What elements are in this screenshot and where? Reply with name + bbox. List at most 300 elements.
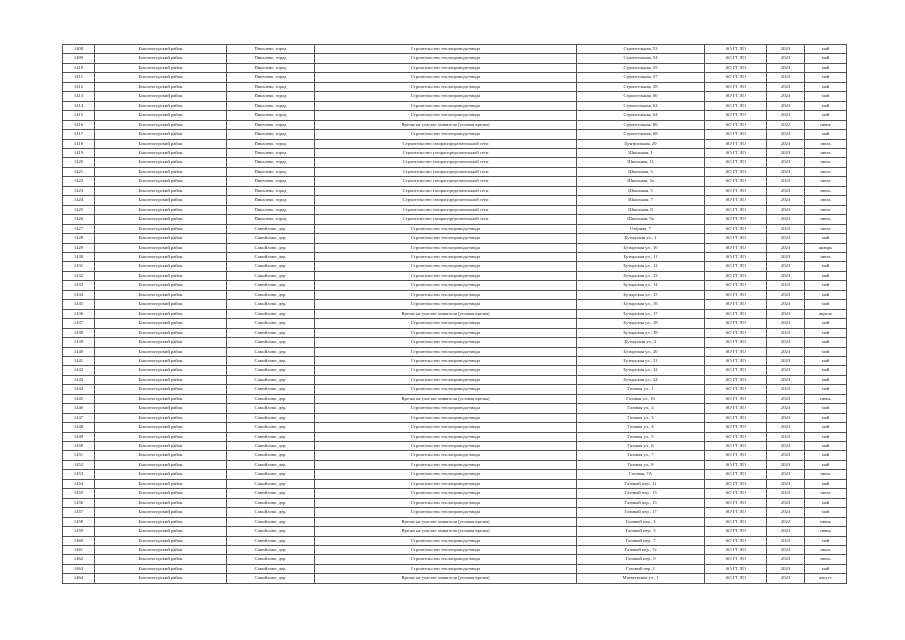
row-number-cell: 1434 [63,290,95,299]
table-row [63,243,847,252]
row-number-cell: 1462 [63,555,95,564]
work-type-cell: Строительство теплопровода-ввода [315,300,577,309]
table-row [63,574,847,583]
year-cell: 2023 [767,546,805,555]
table-row [63,111,847,120]
month-cell: июль [805,205,847,214]
month-cell: май [805,375,847,384]
address-cell: Школьная, 7 [577,196,705,205]
work-type-cell: Строительство теплопровода-ввода [315,73,577,82]
settlement-cell: Пикалево, город [227,196,315,205]
settlement-cell: Пикалево, город [227,101,315,110]
month-cell: май [805,281,847,290]
address-cell: Газовая ул., 4 [577,423,705,432]
address-cell: Бутырская ул., 18 [577,319,705,328]
table-row [63,300,847,309]
month-cell: июль [805,489,847,498]
organization-cell: АО ГТ ЛО [705,394,767,403]
year-cell: 2023 [767,45,805,54]
district-cell: Бокситогорский район [95,73,227,82]
settlement-cell: Пикалево, город [227,186,315,195]
work-type-cell: Строительство теплопровода-ввода [315,111,577,120]
settlement-cell: Пикалево, город [227,63,315,72]
organization-cell: АО ГТ ЛО [705,167,767,176]
address-cell: Строительная, 55 [577,63,705,72]
table-row [63,215,847,224]
organization-cell: АО ГТ ЛО [705,385,767,394]
work-type-cell: Врезка на участке заявителя (угловая врезка) [315,527,577,536]
month-cell: июль [805,555,847,564]
year-cell: 2023 [767,177,805,186]
settlement-cell: Самойлово, дер. [227,338,315,347]
month-cell: июль [805,186,847,195]
district-cell: Бокситогорский район [95,262,227,271]
district-cell: Бокситогорский район [95,234,227,243]
settlement-cell: Самойлово, дер. [227,470,315,479]
year-cell: 2023 [767,338,805,347]
row-number-cell: 1436 [63,309,95,318]
table-row [63,120,847,129]
district-cell: Бокситогорский район [95,158,227,167]
row-number-cell: 1421 [63,167,95,176]
row-number-cell: 1408 [63,45,95,54]
year-cell: 2023 [767,82,805,91]
table-row [63,252,847,261]
organization-cell: АО ГТ ЛО [705,101,767,110]
settlement-cell: Самойлово, дер. [227,508,315,517]
year-cell: 2023 [767,158,805,167]
year-cell: 2023 [767,564,805,573]
month-cell: май [805,111,847,120]
row-number-cell: 1452 [63,460,95,469]
row-number-cell: 1445 [63,394,95,403]
work-type-cell: Строительство теплопровода-ввода [315,356,577,365]
row-number-cell: 1446 [63,404,95,413]
table-row [63,54,847,63]
settlement-cell: Самойлово, дер. [227,356,315,365]
address-cell: Бутырская ул., 11 [577,252,705,261]
year-cell: 2023 [767,281,805,290]
row-number-cell: 1420 [63,158,95,167]
address-cell: Школьная, 1 [577,148,705,157]
table-row [63,101,847,110]
district-cell: Бокситогорский район [95,271,227,280]
district-cell: Бокситогорский район [95,555,227,564]
table-row [63,385,847,394]
district-cell: Бокситогорский район [95,92,227,101]
table-row [63,489,847,498]
year-cell: 2023 [767,262,805,271]
row-number-cell: 1451 [63,451,95,460]
year-cell: 2023 [767,186,805,195]
month-cell: май [805,262,847,271]
district-cell: Бокситогорский район [95,139,227,148]
address-cell: Газовый пер., 15 [577,498,705,507]
district-cell: Бокситогорский район [95,451,227,460]
month-cell: май [805,347,847,356]
settlement-cell: Пикалево, город [227,82,315,91]
settlement-cell: Пикалево, город [227,215,315,224]
row-number-cell: 1425 [63,205,95,214]
organization-cell: АО ГТ ЛО [705,546,767,555]
address-cell: Бутырская ул., 17 [577,309,705,318]
district-cell: Бокситогорский район [95,338,227,347]
month-cell: январь [805,243,847,252]
district-cell: Бокситогорский район [95,148,227,157]
settlement-cell: Самойлово, дер. [227,536,315,545]
district-cell: Бокситогорский район [95,375,227,384]
organization-cell: АО ГТ ЛО [705,442,767,451]
settlement-cell: Самойлово, дер. [227,517,315,526]
address-cell: Строительная, 64 [577,111,705,120]
row-number-cell: 1422 [63,177,95,186]
year-cell: 2023 [767,92,805,101]
month-cell: май [805,451,847,460]
organization-cell: АО ГТ ЛО [705,375,767,384]
organization-cell: АО ГТ ЛО [705,356,767,365]
organization-cell: АО ГТ ЛО [705,319,767,328]
month-cell: июль [805,167,847,176]
year-cell: 2023 [767,460,805,469]
row-number-cell: 1438 [63,328,95,337]
settlement-cell: Самойлово, дер. [227,442,315,451]
organization-cell: АО ГТ ЛО [705,186,767,195]
settlement-cell: Пикалево, город [227,167,315,176]
month-cell: май [805,442,847,451]
month-cell: май [805,460,847,469]
row-number-cell: 1439 [63,338,95,347]
settlement-cell: Самойлово, дер. [227,423,315,432]
district-cell: Бокситогорский район [95,347,227,356]
district-cell: Бокситогорский район [95,309,227,318]
work-type-cell: Строительство теплопровода-ввода [315,63,577,72]
work-type-cell: Строительство теплопровода-ввода [315,54,577,63]
work-type-cell: Строительство теплопровода-ввода [315,319,577,328]
settlement-cell: Пикалево, город [227,139,315,148]
organization-cell: АО ГТ ЛО [705,158,767,167]
month-cell: июль [805,470,847,479]
table-row [63,366,847,375]
settlement-cell: Пикалево, город [227,120,315,129]
district-cell: Бокситогорский район [95,290,227,299]
address-cell: Газовая, 7А [577,470,705,479]
row-number-cell: 1409 [63,54,95,63]
district-cell: Бокситогорский район [95,101,227,110]
organization-cell: АО ГТ ЛО [705,130,767,139]
organization-cell: АО ГТ ЛО [705,413,767,422]
month-cell: май [805,564,847,573]
address-cell: Центральная, 29 [577,139,705,148]
work-type-cell: Строительство теплопровода-ввода [315,290,577,299]
district-cell: Бокситогорский район [95,54,227,63]
address-cell: Газовая ул., 5 [577,432,705,441]
settlement-cell: Самойлово, дер. [227,300,315,309]
year-cell: 2023 [767,404,805,413]
settlement-cell: Самойлово, дер. [227,546,315,555]
year-cell: 2023 [767,111,805,120]
organization-cell: АО ГТ ЛО [705,148,767,157]
settlement-cell: Самойлово, дер. [227,404,315,413]
table-row [63,404,847,413]
settlement-cell: Самойлово, дер. [227,555,315,564]
year-cell: 2023 [767,215,805,224]
address-cell: Школьная, 8 [577,205,705,214]
month-cell: май [805,498,847,507]
settlement-cell: Самойлово, дер. [227,290,315,299]
table-row [63,460,847,469]
row-number-cell: 1464 [63,574,95,583]
settlement-cell: Самойлово, дер. [227,498,315,507]
month-cell: июнь [805,527,847,536]
table-row [63,564,847,573]
table-row [63,470,847,479]
table-row [63,45,847,54]
district-cell: Бокситогорский район [95,404,227,413]
settlement-cell: Самойлово, дер. [227,224,315,233]
address-cell: Газовая ул., 6 [577,442,705,451]
work-type-cell: Строительство теплопровода-ввода [315,489,577,498]
address-cell: Строительная, 68 [577,130,705,139]
organization-cell: АО ГТ ЛО [705,347,767,356]
row-number-cell: 1424 [63,196,95,205]
district-cell: Бокситогорский район [95,120,227,129]
month-cell: май [805,413,847,422]
organization-cell: АО ГТ ЛО [705,564,767,573]
settlement-cell: Пикалево, город [227,130,315,139]
district-cell: Бокситогорский район [95,177,227,186]
year-cell: 2023 [767,54,805,63]
organization-cell: АО ГТ ЛО [705,139,767,148]
data-table [62,44,847,584]
table-row [63,262,847,271]
address-cell: Строительная, 57 [577,73,705,82]
month-cell: август [805,574,847,583]
year-cell: 2023 [767,470,805,479]
district-cell: Бокситогорский район [95,167,227,176]
year-cell: 2023 [767,73,805,82]
organization-cell: АО ГТ ЛО [705,432,767,441]
row-number-cell: 1461 [63,546,95,555]
table-row [63,432,847,441]
year-cell: 2023 [767,508,805,517]
year-cell: 2023 [767,356,805,365]
work-type-cell: Строительство газораспределительной сети [315,148,577,157]
row-number-cell: 1427 [63,224,95,233]
work-type-cell: Строительство теплопровода-ввода [315,564,577,573]
year-cell: 2023 [767,224,805,233]
year-cell: 2023 [767,252,805,261]
row-number-cell: 1444 [63,385,95,394]
organization-cell: АО ГТ ЛО [705,281,767,290]
row-number-cell: 1423 [63,186,95,195]
work-type-cell: Строительство газораспределительной сети [315,177,577,186]
row-number-cell: 1415 [63,111,95,120]
month-cell: май [805,385,847,394]
month-cell: май [805,366,847,375]
work-type-cell: Строительство теплопровода-ввода [315,224,577,233]
work-type-cell: Врезка на участке заявителя (угловая врезка) [315,574,577,583]
work-type-cell: Строительство теплопровода-ввода [315,423,577,432]
address-cell: Бутырская ул., 19 [577,328,705,337]
month-cell: май [805,404,847,413]
year-cell: 2023 [767,413,805,422]
row-number-cell: 1457 [63,508,95,517]
row-number-cell: 1430 [63,252,95,261]
month-cell: июль [805,177,847,186]
table-row [63,63,847,72]
table-row [63,347,847,356]
address-cell: Газовый пер., 17 [577,508,705,517]
year-cell: 2023 [767,479,805,488]
work-type-cell: Строительство теплопровода-ввода [315,92,577,101]
month-cell: май [805,45,847,54]
address-cell: Газовая ул., 7 [577,451,705,460]
organization-cell: АО ГТ ЛО [705,120,767,129]
month-cell: май [805,319,847,328]
month-cell: июль [805,215,847,224]
organization-cell: АО ГТ ЛО [705,527,767,536]
district-cell: Бокситогорский район [95,252,227,261]
month-cell: май [805,54,847,63]
row-number-cell: 1411 [63,73,95,82]
month-cell: июль [805,224,847,233]
address-cell: Газовая ул., 10 [577,394,705,403]
work-type-cell: Строительство теплопровода-ввода [315,508,577,517]
organization-cell: АО ГТ ЛО [705,460,767,469]
organization-cell: АО ГТ ЛО [705,470,767,479]
district-cell: Бокситогорский район [95,432,227,441]
work-type-cell: Строительство теплопровода-ввода [315,130,577,139]
work-type-cell: Строительство теплопровода-ввода [315,498,577,507]
table-row [63,186,847,195]
year-cell: 2023 [767,300,805,309]
table-row [63,546,847,555]
settlement-cell: Самойлово, дер. [227,328,315,337]
table-row [63,328,847,337]
year-cell: 2023 [767,536,805,545]
year-cell: 2023 [767,394,805,403]
settlement-cell: Самойлово, дер. [227,234,315,243]
table-row [63,536,847,545]
row-number-cell: 1426 [63,215,95,224]
work-type-cell: Строительство теплопровода-ввода [315,82,577,91]
address-cell: Газовая ул., 1 [577,385,705,394]
table-row [63,309,847,318]
work-type-cell: Строительство теплопровода-ввода [315,243,577,252]
table-row [63,167,847,176]
organization-cell: АО ГТ ЛО [705,498,767,507]
settlement-cell: Самойлово, дер. [227,489,315,498]
row-number-cell: 1412 [63,82,95,91]
settlement-cell: Пикалево, город [227,205,315,214]
district-cell: Бокситогорский район [95,508,227,517]
settlement-cell: Самойлово, дер. [227,564,315,573]
organization-cell: АО ГТ ЛО [705,404,767,413]
month-cell: май [805,328,847,337]
work-type-cell: Строительство газораспределительной сети [315,215,577,224]
address-cell: Газовый пер., 7а [577,546,705,555]
row-number-cell: 1447 [63,413,95,422]
row-number-cell: 1456 [63,498,95,507]
settlement-cell: Самойлово, дер. [227,271,315,280]
row-number-cell: 1449 [63,432,95,441]
year-cell: 2023 [767,385,805,394]
year-cell: 2023 [767,442,805,451]
settlement-cell: Самойлово, дер. [227,385,315,394]
work-type-cell: Строительство теплопровода-ввода [315,328,577,337]
settlement-cell: Пикалево, город [227,54,315,63]
district-cell: Бокситогорский район [95,281,227,290]
table-row [63,73,847,82]
organization-cell: АО ГТ ЛО [705,177,767,186]
year-cell: 2023 [767,555,805,564]
work-type-cell: Строительство теплопровода-ввода [315,404,577,413]
address-cell: Бутырская ул., 2 [577,338,705,347]
district-cell: Бокситогорский район [95,111,227,120]
address-cell: Школьная, 9а [577,215,705,224]
year-cell: 2023 [767,63,805,72]
month-cell: май [805,536,847,545]
district-cell: Бокситогорский район [95,460,227,469]
month-cell: май [805,92,847,101]
month-cell: июль [805,158,847,167]
year-cell: 2023 [767,366,805,375]
work-type-cell: Строительство теплопровода-ввода [315,281,577,290]
table-row [63,196,847,205]
month-cell: июль [805,546,847,555]
row-number-cell: 1441 [63,356,95,365]
address-cell: Газовый пер., 7 [577,536,705,545]
table-row [63,234,847,243]
settlement-cell: Пикалево, город [227,158,315,167]
table-row [63,139,847,148]
year-cell: 2023 [767,290,805,299]
address-cell: Бутырская ул., 1 [577,234,705,243]
organization-cell: АО ГТ ЛО [705,92,767,101]
district-cell: Бокситогорский район [95,328,227,337]
organization-cell: АО ГТ ЛО [705,73,767,82]
organization-cell: АО ГТ ЛО [705,508,767,517]
month-cell: май [805,130,847,139]
row-number-cell: 1431 [63,262,95,271]
year-cell: 2023 [767,130,805,139]
district-cell: Бокситогорский район [95,205,227,214]
month-cell: май [805,356,847,365]
settlement-cell: Самойлово, дер. [227,460,315,469]
work-type-cell: Строительство теплопровода-ввода [315,366,577,375]
work-type-cell: Строительство теплопровода-ввода [315,555,577,564]
row-number-cell: 1433 [63,281,95,290]
table-row [63,356,847,365]
table-row [63,281,847,290]
address-cell: Строительная, 60 [577,92,705,101]
address-cell: Школьная, 3а [577,177,705,186]
district-cell: Бокситогорский район [95,243,227,252]
settlement-cell: Пикалево, город [227,111,315,120]
work-type-cell: Строительство газораспределительной сети [315,158,577,167]
table-row [63,413,847,422]
table-row [63,498,847,507]
month-cell: май [805,234,847,243]
year-cell: 2023 [767,319,805,328]
work-type-cell: Строительство теплопровода-ввода [315,375,577,384]
district-cell: Бокситогорский район [95,394,227,403]
work-type-cell: Строительство теплопровода-ввода [315,546,577,555]
address-cell: Бутырская ул., 22 [577,366,705,375]
address-cell: Школьная, 5 [577,186,705,195]
address-cell: Газовый пер., 9 [577,555,705,564]
year-cell: 2023 [767,139,805,148]
